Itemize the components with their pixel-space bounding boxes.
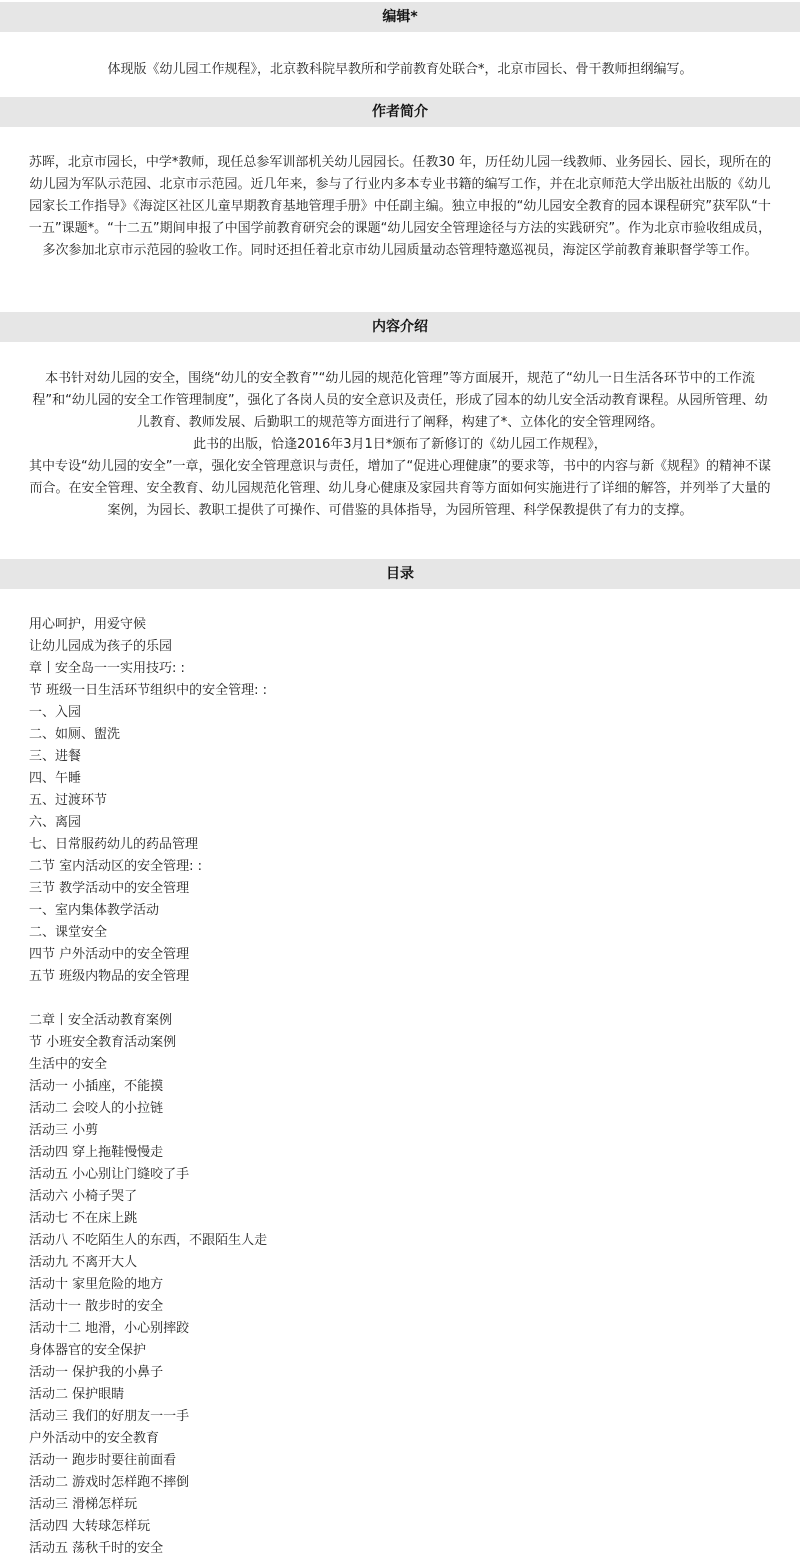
toc-item: 四节 户外活动中的安全管理 bbox=[29, 947, 190, 962]
toc-item: 活动三 我们的好朋友一一手 bbox=[29, 1409, 190, 1424]
author-paragraph: 苏晖，北京市园长，中学*教师，现任总参军训部机关幼儿园园长。任教30 年，历任幼儿园一线教师、业务园长、园长，现所在的幼儿园为军队示范园、北京市示范园。近几年来，参与了行业内多本专业书籍的编写工作，并在北京师范大学出版社出版的《幼儿园家长工作指导》《海淀区社区儿童早期教育基地管理手册》中任副主编。独立申报的“幼儿园安全教育的园本课程研究”获军队“十一五”课题*。“十二五”期间申报了中国学前教育研究会的课题“幼儿园安全管理途径与方法的实践研究”。作为北京市验收组成员，多次参加北京市示范园的验收工作。同时还担任着北京市幼儿园质量动态管理特邀巡视员，海淀区学前教育兼职督学等工作。 bbox=[28, 155, 772, 258]
toc-item: 六、离园 bbox=[29, 815, 82, 830]
toc-item: 活动六 小椅子哭了 bbox=[29, 1189, 138, 1204]
author-section-title: 作者简介 bbox=[0, 97, 800, 127]
content-section-title: 内容介绍 bbox=[0, 312, 800, 342]
toc-item: 活动三 小剪 bbox=[29, 1123, 99, 1138]
toc-list bbox=[29, 614, 769, 1560]
toc-item: 活动一 保护我的小鼻子 bbox=[29, 1365, 164, 1380]
toc-item: 活动二 会咬人的小拉链 bbox=[29, 1101, 164, 1116]
toc-item: 活动八 不吃陌生人的东西，不跟陌生人走 bbox=[29, 1233, 268, 1248]
toc-item: 五节 班级内物品的安全管理 bbox=[29, 969, 190, 984]
editor-section-title: 编辑* bbox=[0, 2, 800, 32]
toc-item: 生活中的安全 bbox=[29, 1057, 108, 1072]
toc-item: 活动一 小插座，不能摸 bbox=[29, 1079, 164, 1094]
toc-item: 三节 教学活动中的安全管理 bbox=[29, 881, 190, 896]
toc-item: 身体器官的安全保护 bbox=[29, 1343, 147, 1358]
toc-item: 一、入园 bbox=[29, 705, 82, 720]
toc-item: 活动一 跑步时要往前面看 bbox=[29, 1453, 177, 1468]
author-text bbox=[28, 152, 772, 262]
toc-item: 户外活动中的安全教育 bbox=[29, 1431, 160, 1446]
toc-item: 二节 室内活动区的安全管理: : bbox=[29, 859, 203, 874]
editor-text bbox=[28, 59, 772, 81]
content-paragraph-3: 其中专设“幼儿园的安全”一章，强化安全管理意识与责任，增加了“促进心理健康”的要求等，书中的内容与新《规程》的精神不谋而合。在安全管理、安全教育、幼儿园规范化管理、幼儿身心健康及家园共育等方面如何实施进行了详细的解答，并列举了大量的案例，为园长、教职工提供了可操作、可借鉴的具体指导，为园所管理、科学保教提供了有力的支撑。 bbox=[29, 459, 771, 518]
toc-item: 用心呵护，用爱守候 bbox=[29, 617, 147, 632]
toc-item: 活动九 不离开大人 bbox=[29, 1255, 138, 1270]
toc-item: 活动五 荡秋千时的安全 bbox=[29, 1541, 164, 1556]
toc-item: 二、课堂安全 bbox=[29, 925, 108, 940]
toc-item: 节 小班安全教育活动案例 bbox=[29, 1035, 177, 1050]
toc-item: 章丨安全岛一一实用技巧: : bbox=[29, 661, 185, 676]
toc-item: 一、室内集体教学活动 bbox=[29, 903, 160, 918]
toc-item: 活动十 家里危险的地方 bbox=[29, 1277, 164, 1292]
toc-item: 节 班级一日生活环节组织中的安全管理: : bbox=[29, 683, 268, 698]
toc-item: 活动五 小心别让门缝咬了手 bbox=[29, 1167, 190, 1182]
toc-item: 让幼儿园成为孩子的乐园 bbox=[29, 639, 173, 654]
toc-item: 二、如厕、盥洗 bbox=[29, 727, 121, 742]
content-paragraph-1: 本书针对幼儿园的安全，围绕“幼儿的安全教育”“幼儿园的规范化管理”等方面展开，规范了“幼儿一日生活各环节中的工作流程”和“幼儿园的安全工作管理制度”，强化了各岗人员的安全意识及责任，形成了园本的幼儿安全活动教育课程。从园所管理、幼儿教育、教师发展、后勤职工的规范等方面进行了阐释，构建了*、立体化的安全管理网络。 bbox=[32, 371, 768, 430]
toc-item: 活动四 大转球怎样玩 bbox=[29, 1519, 151, 1534]
content-text bbox=[28, 368, 772, 522]
toc-item: 活动七 不在床上跳 bbox=[29, 1211, 138, 1226]
toc-item: 活动二 游戏时怎样跑不摔倒 bbox=[29, 1475, 190, 1490]
toc-item: 三、进餐 bbox=[29, 749, 82, 764]
toc-item bbox=[29, 988, 769, 1010]
toc-section-title: 目录 bbox=[0, 559, 800, 589]
toc-item: 五、过渡环节 bbox=[29, 793, 108, 808]
toc-item: 活动三 滑梯怎样玩 bbox=[29, 1497, 138, 1512]
toc-item: 活动二 保护眼睛 bbox=[29, 1387, 125, 1402]
toc-item: 活动十一 散步时的安全 bbox=[29, 1299, 164, 1314]
toc-item: 七、日常服药幼儿的药品管理 bbox=[29, 837, 199, 852]
toc-item: 活动十二 地滑，小心别摔跤 bbox=[29, 1321, 190, 1336]
content-paragraph-2: 此书的出版，恰逢2016年3月1日*颁布了新修订的《幼儿园工作规程》， bbox=[193, 437, 607, 452]
toc-item: 二章丨安全活动教育案例 bbox=[29, 1013, 173, 1028]
toc-item: 四、午睡 bbox=[29, 771, 82, 786]
editor-paragraph: 体现版《幼儿园工作规程》，北京教科院早教所和学前教育处联合*，北京市园长、骨干教师担纲编写。 bbox=[107, 62, 693, 77]
toc-item: 活动四 穿上拖鞋慢慢走 bbox=[29, 1145, 164, 1160]
